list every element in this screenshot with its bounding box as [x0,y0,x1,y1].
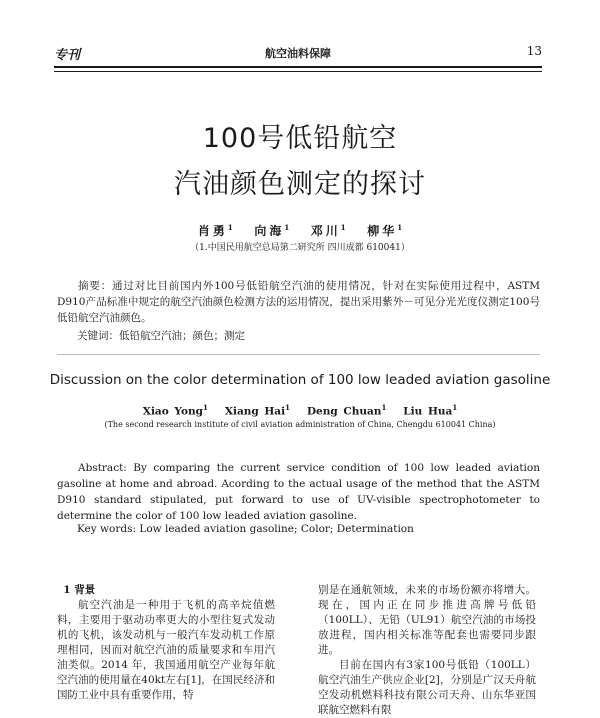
author-en: Xiang Hai [224,405,286,418]
author-en: Xiao Yong [142,405,203,418]
abstract-en: Abstract: By comparing the current service condition of 100 low leaded aviation gasoline at home and abroad. Acording to the actual usage of the method that the ASTM D910 standard stipulated, put forward to use of UV-visible spectrophotometer to determine the color of 100 low leaded aviation gasoline. [57,462,540,522]
header-rule-thick [54,66,542,68]
author-en: Deng Chuan [306,405,382,418]
section-divider [57,354,540,355]
page-number: 13 [526,44,542,58]
title-en: Discussion on the color determination of 100 low leaded aviation gasoline [49,372,551,388]
abstract-cn: 摘要：通过对比目前国内外100号低铅航空汽油的使用情况，针对在实际使用过程中，ASTM D910产品标准中规定的航空汽油颜色检测方法的运用情况，提出采用紫外－可见分光光度仪测定100号低铅航空汽油颜色。 [57,280,540,324]
keywords-en: Key words: Low leaded aviation gasoline; Color; Determination [77,523,414,535]
title-cn-line1: 100号低铅航空 [202,123,398,154]
keywords-cn: 关键词：低铅航空汽油；颜色；测定 [77,330,245,342]
affiliation-cn: （1.中国民用航空总局第二研究所 四川成都 610041） [190,243,410,253]
authors-cn [0,222,600,239]
header-journal-name: 航空油料保障 [265,47,331,60]
header-rule-thin [54,71,542,72]
author-cn: 邓川$^1$ [310,223,346,238]
body-paragraph: 目前在国内有3家100号低铅（100LL）航空汽油生产供应企业[2]，分别是广汉天舟航空发动机燃料科技有限公司天舟、山东华亚国联航空燃料有限 [318,659,536,716]
author-cn: 向海$^1$ [254,223,290,238]
author-cn: 柳华$^1$ [367,223,403,238]
section-heading: 1 背景 [63,584,96,596]
author-cn: 肖勇$^1$ [197,223,233,238]
header-column-label: 专刊 [54,48,81,63]
title-cn-line2: 汽油颜色测定的探讨 [174,169,426,200]
affiliation-en: (The second research institute of civil aviation administration of China, Chengdu 610041 China) [104,420,496,429]
author-en: Liu Hua [403,405,453,418]
running-header [54,44,542,66]
authors-en: Xiao Yong$^1$ Xiang Hai$^1$ Deng Chuan$^1$ Liu Hua$^1$ [142,403,458,418]
body-paragraph: 航空汽油是一种用于飞机的高辛烷值燃料，主要用于驱动功率更大的小型往复式发动机的飞机，该发动机与一般汽车发动机工作原理相同，因而对航空汽油的质量要求和车用汽油类似。2014 年，我国通用航空产业每年航空汽油的使用量在40kt左右[1]，在国民经济和国防工业中具有重要作用，特 [57,599,275,701]
body-column-left [57,583,275,703]
body-column-right [318,583,536,718]
body-paragraph: 别是在通航领域，未来的市场份额亦将增大。现在，国内正在同步推进高牌号低铅（100LL）、无铅（UL91）航空汽油的市场投放进程，国内相关标准等配套也需要同步跟进。 [318,584,536,656]
